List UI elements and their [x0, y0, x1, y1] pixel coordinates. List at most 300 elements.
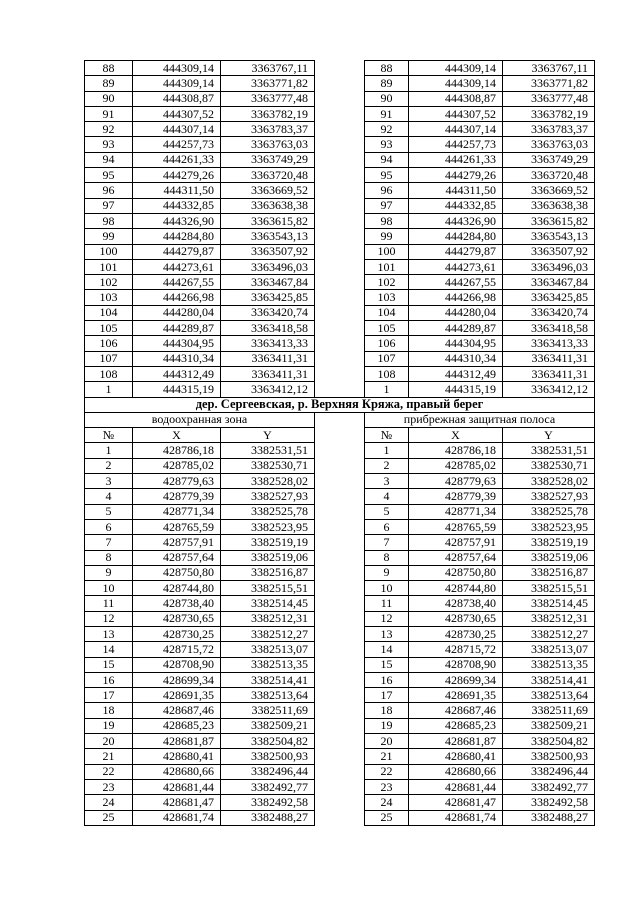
left-num-cell: 9	[85, 565, 133, 580]
left-num-cell: 25	[85, 810, 133, 825]
right-num-cell: 107	[365, 351, 409, 366]
left-y-cell: 3363783,37	[221, 122, 315, 137]
right-num-cell: 103	[365, 290, 409, 305]
left-num-cell: 94	[85, 152, 133, 167]
left-num-cell: 108	[85, 366, 133, 381]
table-row	[85, 810, 595, 825]
left-y-cell: 3363496,03	[221, 259, 315, 274]
left-y-cell: 3363543,13	[221, 229, 315, 244]
table-row	[85, 106, 595, 121]
separator-cell	[315, 764, 365, 779]
table-row	[85, 749, 595, 764]
left-y-cell: 3382519,19	[221, 535, 315, 550]
table-row	[85, 734, 595, 749]
left-x-cell: 428681,74	[133, 810, 221, 825]
right-x-cell: 444307,52	[409, 106, 503, 121]
left-x-cell: 428681,44	[133, 779, 221, 794]
table-row	[85, 565, 595, 580]
right-num-cell: 4	[365, 489, 409, 504]
table-row	[85, 137, 595, 152]
left-num-cell: 22	[85, 764, 133, 779]
left-y-cell: 3363720,48	[221, 168, 315, 183]
left-y-cell: 3382512,27	[221, 626, 315, 641]
left-num-cell: 8	[85, 550, 133, 565]
left-y-cell: 3382509,21	[221, 718, 315, 733]
right-num-cell: 96	[365, 183, 409, 198]
right-x-cell: 428687,46	[409, 703, 503, 718]
coordinates-table	[84, 60, 595, 826]
right-x-cell: 444280,04	[409, 305, 503, 320]
separator-cell	[315, 244, 365, 259]
table-row	[85, 122, 595, 137]
right-num-cell: 15	[365, 657, 409, 672]
table-row	[85, 642, 595, 657]
left-num-cell: 10	[85, 581, 133, 596]
left-y-cell: 3363638,38	[221, 198, 315, 213]
left-x-cell: 444280,04	[133, 305, 221, 320]
separator-cell	[315, 428, 365, 443]
right-y-cell: 3382514,45	[503, 596, 595, 611]
left-y-cell: 3382513,07	[221, 642, 315, 657]
left-x-cell: 428681,87	[133, 734, 221, 749]
left-num-cell: 19	[85, 718, 133, 733]
left-x-cell: 444279,26	[133, 168, 221, 183]
right-num-cell: 13	[365, 626, 409, 641]
left-num-cell: 23	[85, 779, 133, 794]
separator-cell	[315, 275, 365, 290]
table-row	[85, 259, 595, 274]
right-num-cell: 97	[365, 198, 409, 213]
left-y-cell: 3382528,02	[221, 474, 315, 489]
right-num-cell: 12	[365, 611, 409, 626]
right-num-cell: 105	[365, 321, 409, 336]
separator-cell	[315, 382, 365, 397]
right-x-cell: 428708,90	[409, 657, 503, 672]
left-x-cell: 428779,63	[133, 474, 221, 489]
left-x-cell: 444307,14	[133, 122, 221, 137]
table-row	[85, 443, 595, 458]
left-header-x: X	[133, 428, 221, 443]
left-x-cell: 428757,91	[133, 535, 221, 550]
right-y-cell: 3382511,69	[503, 703, 595, 718]
right-x-cell: 444308,87	[409, 91, 503, 106]
table-row	[85, 795, 595, 810]
right-num-cell: 3	[365, 474, 409, 489]
table-row	[85, 657, 595, 672]
right-y-cell: 3382496,44	[503, 764, 595, 779]
right-y-cell: 3363543,13	[503, 229, 595, 244]
right-x-cell: 428785,02	[409, 458, 503, 473]
right-num-cell: 16	[365, 672, 409, 687]
left-y-cell: 3382514,45	[221, 596, 315, 611]
right-x-cell: 444257,73	[409, 137, 503, 152]
left-x-cell: 444279,87	[133, 244, 221, 259]
right-x-cell: 444332,85	[409, 198, 503, 213]
separator-cell	[315, 91, 365, 106]
right-x-cell: 444267,55	[409, 275, 503, 290]
table-row	[85, 688, 595, 703]
left-num-cell: 89	[85, 76, 133, 91]
table-row	[85, 626, 595, 641]
left-num-cell: 105	[85, 321, 133, 336]
left-y-cell: 3382513,64	[221, 688, 315, 703]
left-y-cell: 3382525,78	[221, 504, 315, 519]
left-y-cell: 3382527,93	[221, 489, 315, 504]
table-row	[85, 474, 595, 489]
right-num-cell: 88	[365, 61, 409, 76]
right-x-cell: 428779,39	[409, 489, 503, 504]
left-y-cell: 3382513,35	[221, 657, 315, 672]
right-y-cell: 3382488,27	[503, 810, 595, 825]
table-row	[85, 229, 595, 244]
right-y-cell: 3363496,03	[503, 259, 595, 274]
right-num-cell: 1	[365, 382, 409, 397]
right-x-cell: 428699,34	[409, 672, 503, 687]
table-row	[85, 168, 595, 183]
right-x-cell: 428691,35	[409, 688, 503, 703]
table-row	[85, 183, 595, 198]
separator-cell	[315, 183, 365, 198]
table-row	[85, 321, 595, 336]
table-row	[85, 535, 595, 550]
left-num-cell: 93	[85, 137, 133, 152]
left-y-cell: 3382500,93	[221, 749, 315, 764]
separator-cell	[315, 642, 365, 657]
left-x-cell: 444310,34	[133, 351, 221, 366]
right-num-cell: 21	[365, 749, 409, 764]
left-num-cell: 6	[85, 519, 133, 534]
right-x-cell: 428738,40	[409, 596, 503, 611]
right-num-cell: 102	[365, 275, 409, 290]
left-num-cell: 13	[85, 626, 133, 641]
left-num-cell: 90	[85, 91, 133, 106]
left-y-cell: 3363749,29	[221, 152, 315, 167]
lower-rows	[85, 443, 595, 825]
separator-cell	[315, 106, 365, 121]
left-x-cell: 444266,98	[133, 290, 221, 305]
right-y-cell: 3382492,58	[503, 795, 595, 810]
left-x-cell: 444261,33	[133, 152, 221, 167]
right-x-cell: 444312,49	[409, 366, 503, 381]
left-num-cell: 1	[85, 443, 133, 458]
right-num-cell: 18	[365, 703, 409, 718]
table-row	[85, 581, 595, 596]
left-x-cell: 444307,52	[133, 106, 221, 121]
left-num-cell: 103	[85, 290, 133, 305]
right-num-cell: 14	[365, 642, 409, 657]
left-num-cell: 12	[85, 611, 133, 626]
right-num-cell: 90	[365, 91, 409, 106]
left-x-cell: 428779,39	[133, 489, 221, 504]
separator-cell	[315, 504, 365, 519]
left-x-cell: 428765,59	[133, 519, 221, 534]
right-num-cell: 99	[365, 229, 409, 244]
separator-cell	[315, 611, 365, 626]
left-num-cell: 106	[85, 336, 133, 351]
right-x-cell: 444311,50	[409, 183, 503, 198]
left-header-y: Y	[221, 428, 315, 443]
left-y-cell: 3363425,85	[221, 290, 315, 305]
left-y-cell: 3363777,48	[221, 91, 315, 106]
table-row	[85, 198, 595, 213]
left-num-cell: 5	[85, 504, 133, 519]
left-y-cell: 3382511,69	[221, 703, 315, 718]
left-y-cell: 3382504,82	[221, 734, 315, 749]
right-num-cell: 108	[365, 366, 409, 381]
right-x-cell: 444307,14	[409, 122, 503, 137]
table-row	[85, 76, 595, 91]
left-x-cell: 428691,35	[133, 688, 221, 703]
right-y-cell: 3363767,11	[503, 61, 595, 76]
right-x-cell: 428771,34	[409, 504, 503, 519]
right-y-cell: 3363411,31	[503, 366, 595, 381]
right-y-cell: 3382492,77	[503, 779, 595, 794]
left-y-cell: 3382492,58	[221, 795, 315, 810]
left-y-cell: 3363767,11	[221, 61, 315, 76]
left-x-cell: 428750,80	[133, 565, 221, 580]
right-y-cell: 3382513,35	[503, 657, 595, 672]
separator-cell	[315, 137, 365, 152]
table-row	[85, 213, 595, 228]
right-num-cell: 104	[365, 305, 409, 320]
left-y-cell: 3363413,33	[221, 336, 315, 351]
left-x-cell: 428687,46	[133, 703, 221, 718]
right-x-cell: 428681,47	[409, 795, 503, 810]
right-x-cell: 444326,90	[409, 213, 503, 228]
separator-cell	[315, 810, 365, 825]
right-num-cell: 7	[365, 535, 409, 550]
right-num-cell: 23	[365, 779, 409, 794]
separator-cell	[315, 626, 365, 641]
left-num-cell: 24	[85, 795, 133, 810]
right-y-cell: 3382516,87	[503, 565, 595, 580]
left-num-cell: 1	[85, 382, 133, 397]
left-x-cell: 428685,23	[133, 718, 221, 733]
right-x-cell: 444261,33	[409, 152, 503, 167]
right-x-cell: 428765,59	[409, 519, 503, 534]
table-row	[85, 366, 595, 381]
separator-cell	[315, 458, 365, 473]
right-x-cell: 428680,66	[409, 764, 503, 779]
separator-cell	[315, 76, 365, 91]
left-y-cell: 3382531,51	[221, 443, 315, 458]
right-y-cell: 3363783,37	[503, 122, 595, 137]
left-x-cell: 444332,85	[133, 198, 221, 213]
left-x-cell: 444326,90	[133, 213, 221, 228]
separator-cell	[315, 213, 365, 228]
right-x-cell: 444304,95	[409, 336, 503, 351]
right-num-cell: 20	[365, 734, 409, 749]
right-y-cell: 3363777,48	[503, 91, 595, 106]
separator-cell	[315, 61, 365, 76]
left-num-cell: 97	[85, 198, 133, 213]
right-y-cell: 3363615,82	[503, 213, 595, 228]
right-zone-title: прибрежная защитная полоса	[365, 412, 595, 427]
right-y-cell: 3382500,93	[503, 749, 595, 764]
right-num-cell: 5	[365, 504, 409, 519]
left-x-cell: 428680,66	[133, 764, 221, 779]
right-num-cell: 93	[365, 137, 409, 152]
right-num-cell: 1	[365, 443, 409, 458]
right-y-cell: 3382513,07	[503, 642, 595, 657]
table-row	[85, 489, 595, 504]
left-y-cell: 3363420,74	[221, 305, 315, 320]
left-x-cell: 444308,87	[133, 91, 221, 106]
left-y-cell: 3382523,95	[221, 519, 315, 534]
separator-cell	[315, 596, 365, 611]
section-title: дер. Сергеевская, р. Верхняя Кряжа, правый берег	[85, 397, 595, 412]
left-num-cell: 7	[85, 535, 133, 550]
left-x-cell: 444273,61	[133, 259, 221, 274]
left-y-cell: 3382492,77	[221, 779, 315, 794]
left-num-cell: 17	[85, 688, 133, 703]
right-y-cell: 3382525,78	[503, 504, 595, 519]
left-num-cell: 2	[85, 458, 133, 473]
right-y-cell: 3382509,21	[503, 718, 595, 733]
table-row	[85, 764, 595, 779]
separator-cell	[315, 657, 365, 672]
right-x-cell: 428730,65	[409, 611, 503, 626]
right-num-cell: 95	[365, 168, 409, 183]
right-x-cell: 428786,18	[409, 443, 503, 458]
right-x-cell: 428779,63	[409, 474, 503, 489]
right-y-cell: 3363749,29	[503, 152, 595, 167]
left-y-cell: 3382519,06	[221, 550, 315, 565]
separator-cell	[315, 412, 365, 427]
right-x-cell: 428730,25	[409, 626, 503, 641]
left-y-cell: 3382496,44	[221, 764, 315, 779]
coordinates-document	[84, 60, 594, 826]
left-zone-title: водоохранная зона	[85, 412, 315, 427]
table-row	[85, 290, 595, 305]
left-num-cell: 15	[85, 657, 133, 672]
right-y-cell: 3363771,82	[503, 76, 595, 91]
separator-cell	[315, 305, 365, 320]
left-y-cell: 3363771,82	[221, 76, 315, 91]
right-y-cell: 3363412,12	[503, 382, 595, 397]
left-num-cell: 91	[85, 106, 133, 121]
left-x-cell: 428730,65	[133, 611, 221, 626]
right-y-cell: 3382514,41	[503, 672, 595, 687]
left-x-cell: 444309,14	[133, 76, 221, 91]
right-x-cell: 428681,87	[409, 734, 503, 749]
left-num-cell: 4	[85, 489, 133, 504]
left-x-cell: 444267,55	[133, 275, 221, 290]
right-y-cell: 3363467,84	[503, 275, 595, 290]
right-header-num: №	[365, 428, 409, 443]
separator-cell	[315, 688, 365, 703]
right-x-cell: 444315,19	[409, 382, 503, 397]
right-x-cell: 428681,74	[409, 810, 503, 825]
left-y-cell: 3363418,58	[221, 321, 315, 336]
right-num-cell: 106	[365, 336, 409, 351]
right-y-cell: 3382528,02	[503, 474, 595, 489]
right-y-cell: 3363763,03	[503, 137, 595, 152]
right-y-cell: 3382531,51	[503, 443, 595, 458]
left-x-cell: 428757,64	[133, 550, 221, 565]
separator-cell	[315, 229, 365, 244]
right-x-cell: 444284,80	[409, 229, 503, 244]
table-row	[85, 351, 595, 366]
upper-rows	[85, 61, 595, 398]
left-x-cell: 428738,40	[133, 596, 221, 611]
left-x-cell: 444309,14	[133, 61, 221, 76]
separator-cell	[315, 703, 365, 718]
right-y-cell: 3363638,38	[503, 198, 595, 213]
right-num-cell: 17	[365, 688, 409, 703]
left-x-cell: 444284,80	[133, 229, 221, 244]
left-num-cell: 16	[85, 672, 133, 687]
left-header-num: №	[85, 428, 133, 443]
separator-cell	[315, 198, 365, 213]
left-x-cell: 444311,50	[133, 183, 221, 198]
right-x-cell: 444310,34	[409, 351, 503, 366]
right-num-cell: 24	[365, 795, 409, 810]
right-y-cell: 3382513,64	[503, 688, 595, 703]
right-y-cell: 3363420,74	[503, 305, 595, 320]
separator-cell	[315, 259, 365, 274]
left-num-cell: 99	[85, 229, 133, 244]
right-x-cell: 428681,44	[409, 779, 503, 794]
right-num-cell: 89	[365, 76, 409, 91]
separator-cell	[315, 565, 365, 580]
right-y-cell: 3363669,52	[503, 183, 595, 198]
left-x-cell: 428730,25	[133, 626, 221, 641]
left-x-cell: 428786,18	[133, 443, 221, 458]
table-row	[85, 718, 595, 733]
separator-cell	[315, 779, 365, 794]
left-y-cell: 3363782,19	[221, 106, 315, 121]
right-y-cell: 3382504,82	[503, 734, 595, 749]
separator-cell	[315, 581, 365, 596]
separator-cell	[315, 474, 365, 489]
left-y-cell: 3382512,31	[221, 611, 315, 626]
separator-cell	[315, 672, 365, 687]
table-row	[85, 305, 595, 320]
right-num-cell: 98	[365, 213, 409, 228]
left-y-cell: 3382516,87	[221, 565, 315, 580]
left-num-cell: 11	[85, 596, 133, 611]
right-num-cell: 6	[365, 519, 409, 534]
left-y-cell: 3363763,03	[221, 137, 315, 152]
left-y-cell: 3382530,71	[221, 458, 315, 473]
right-num-cell: 9	[365, 565, 409, 580]
left-num-cell: 20	[85, 734, 133, 749]
left-num-cell: 104	[85, 305, 133, 320]
table-row	[85, 550, 595, 565]
right-x-cell: 444289,87	[409, 321, 503, 336]
right-y-cell: 3382519,06	[503, 550, 595, 565]
left-num-cell: 3	[85, 474, 133, 489]
left-y-cell: 3382514,41	[221, 672, 315, 687]
separator-cell	[315, 122, 365, 137]
left-x-cell: 444257,73	[133, 137, 221, 152]
left-y-cell: 3363669,52	[221, 183, 315, 198]
separator-cell	[315, 489, 365, 504]
left-num-cell: 101	[85, 259, 133, 274]
left-y-cell: 3363412,12	[221, 382, 315, 397]
left-y-cell: 3363411,31	[221, 366, 315, 381]
right-x-cell: 428750,80	[409, 565, 503, 580]
left-y-cell: 3382488,27	[221, 810, 315, 825]
right-x-cell: 428757,64	[409, 550, 503, 565]
right-y-cell: 3363425,85	[503, 290, 595, 305]
table-row	[85, 382, 595, 397]
separator-cell	[315, 290, 365, 305]
table-row	[85, 519, 595, 534]
table-row	[85, 672, 595, 687]
table-row	[85, 61, 595, 76]
